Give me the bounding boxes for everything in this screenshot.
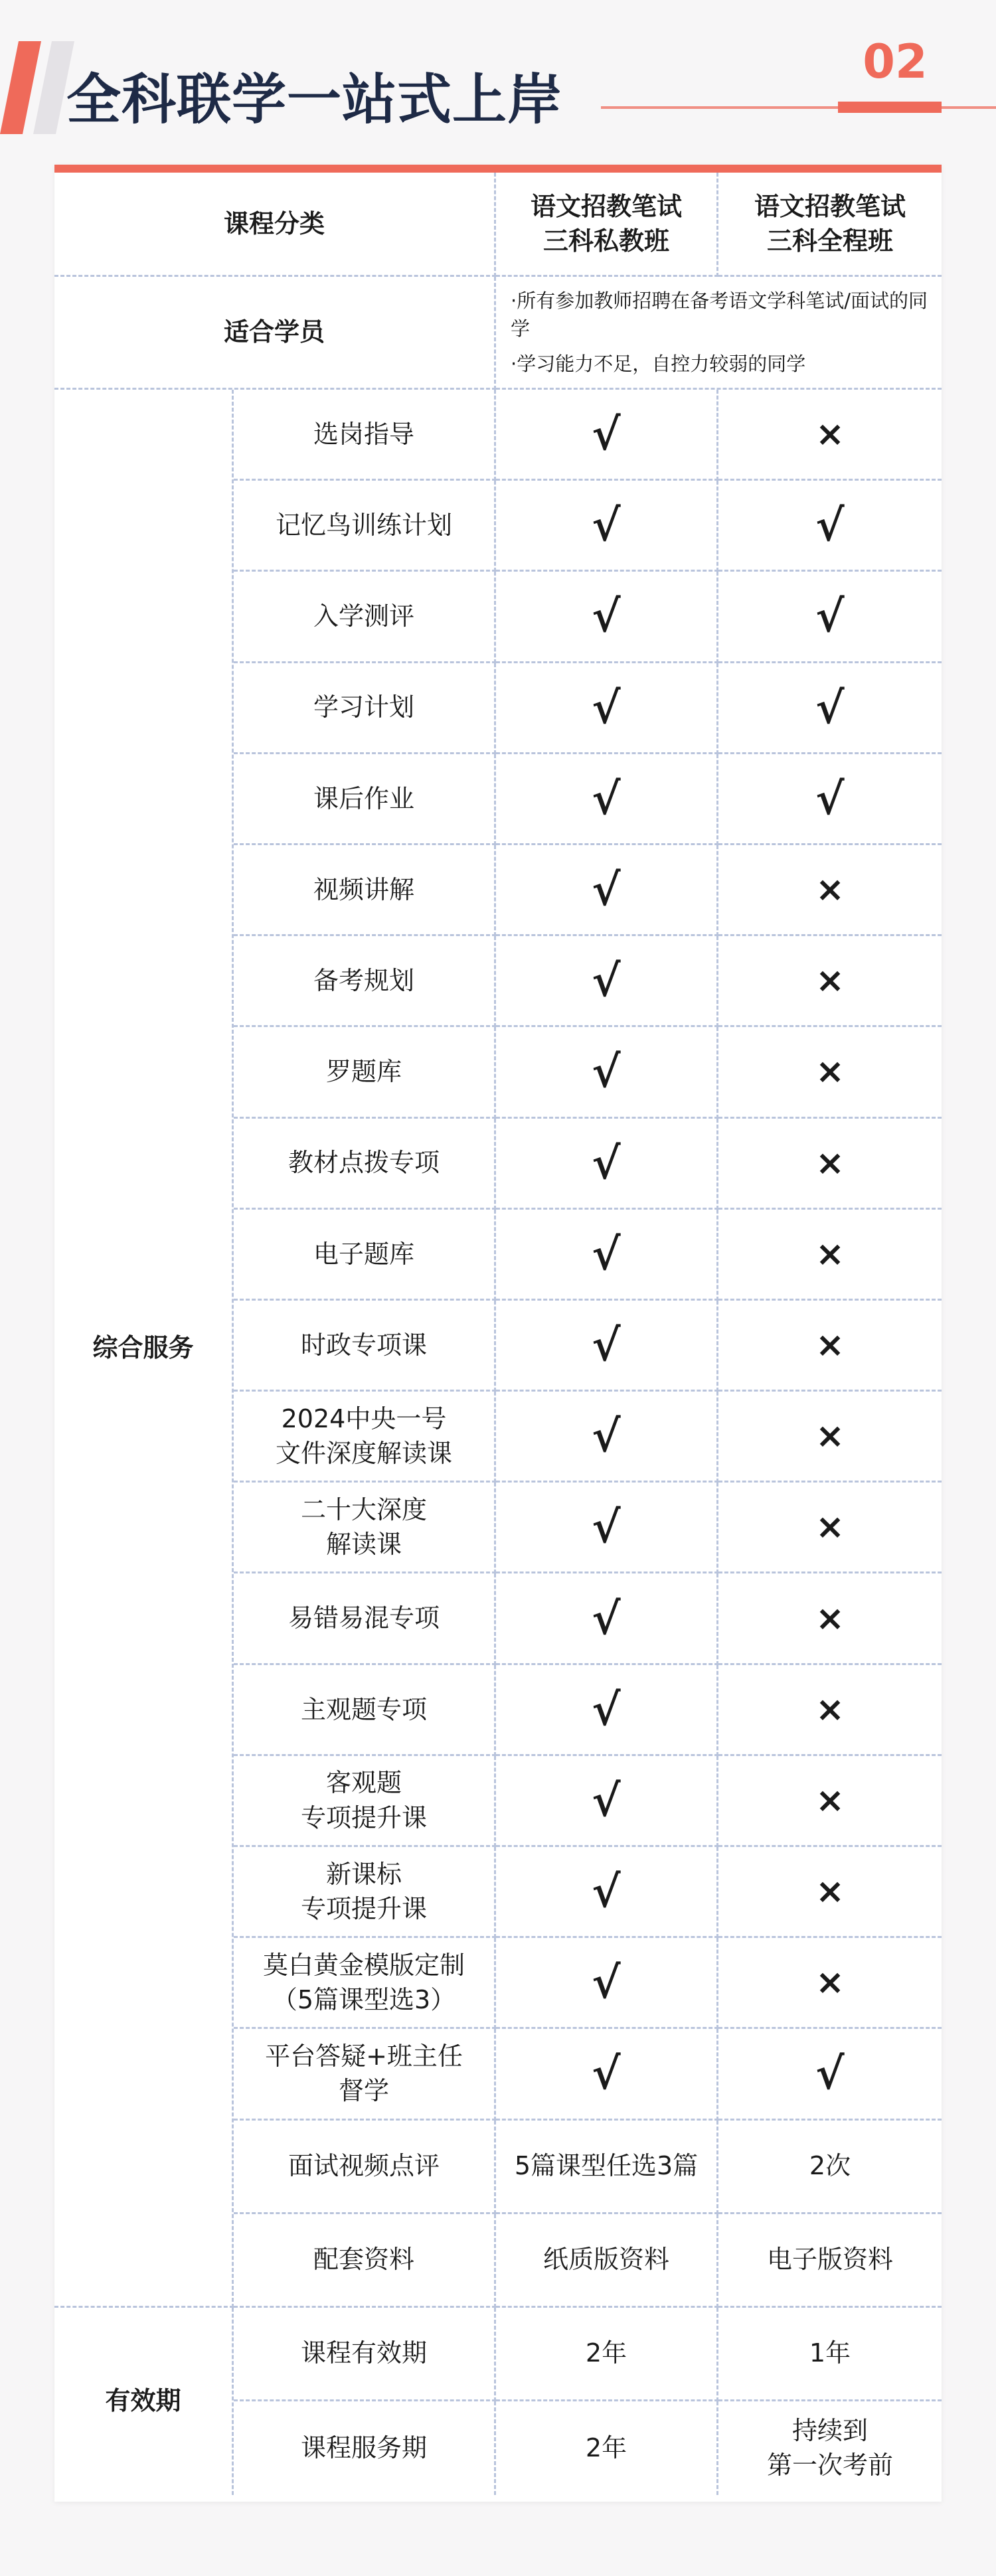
private-class-value	[496, 1756, 718, 1847]
private-class-value: 2年	[496, 2401, 718, 2495]
cross-icon: ×	[815, 961, 845, 1001]
check-icon: √	[592, 1592, 621, 1645]
service-name: 配套资料	[234, 2214, 496, 2308]
service-name: 莫白黄金模版定制 （5篇课型选3）	[234, 1938, 496, 2029]
private-class-value	[496, 1573, 718, 1664]
private-class-value	[496, 1210, 718, 1301]
service-name: 客观题 专项提升课	[234, 1756, 496, 1847]
full-course-value	[718, 1938, 942, 2029]
private-class-value	[496, 845, 718, 936]
service-name: 选岗指导	[234, 390, 496, 481]
cross-icon: ×	[815, 1689, 845, 1730]
check-icon: √	[592, 955, 621, 1007]
check-icon: √	[592, 1137, 621, 1189]
check-icon: √	[592, 499, 621, 552]
full-course-value	[718, 1573, 942, 1664]
check-icon: √	[815, 499, 845, 552]
cross-icon: ×	[815, 1872, 845, 1912]
full-course-value: 电子版资料	[718, 2214, 942, 2308]
cross-icon: ×	[815, 1963, 845, 2003]
full-course-value	[718, 845, 942, 936]
private-class-value	[496, 1483, 718, 1573]
full-course-value	[718, 1392, 942, 1483]
full-course-value	[718, 1301, 942, 1392]
cross-icon: ×	[815, 1780, 845, 1820]
private-class-value	[496, 1119, 718, 1210]
service-name: 视频讲解	[234, 845, 496, 936]
service-name: 易错易混专项	[234, 1573, 496, 1664]
full-course-value: 1年	[718, 2308, 942, 2401]
students-note: ·所有参加教师招聘在备考语文学科笔试/面试的同学	[511, 289, 928, 341]
service-name: 二十大深度 解读课	[234, 1483, 496, 1573]
full-course-value	[718, 663, 942, 754]
comparison-table	[54, 173, 942, 2495]
full-course-value	[718, 1210, 942, 1301]
students-label: 适合学员	[54, 277, 496, 390]
private-class-value: 纸质版资料	[496, 2214, 718, 2308]
service-name: 备考规划	[234, 936, 496, 1027]
check-icon: √	[592, 772, 621, 825]
cross-icon: ×	[815, 870, 845, 910]
cross-icon: ×	[815, 1325, 845, 1365]
service-name: 课程服务期	[234, 2401, 496, 2495]
validity-group-label: 有效期	[54, 2308, 234, 2495]
service-name: 课程有效期	[234, 2308, 496, 2401]
private-class-value	[496, 936, 718, 1027]
full-course-value	[718, 481, 942, 572]
private-class-value	[496, 1392, 718, 1483]
service-name: 时政专项课	[234, 1301, 496, 1392]
private-class-value	[496, 390, 718, 481]
service-name: 主观题专项	[234, 1665, 496, 1756]
service-name: 平台答疑+班主任 督学	[234, 2029, 496, 2120]
full-course-value	[718, 1119, 942, 1210]
check-icon: √	[592, 1683, 621, 1735]
private-class-value	[496, 1301, 718, 1392]
service-name: 记忆鸟训练计划	[234, 481, 496, 572]
private-class-value	[496, 1847, 718, 1938]
service-name: 新课标 专项提升课	[234, 1847, 496, 1938]
service-name: 教材点拨专项	[234, 1119, 496, 1210]
service-group-label: 综合服务	[54, 390, 234, 2308]
full-course-value: 2次	[718, 2121, 942, 2214]
private-class-value: 2年	[496, 2308, 718, 2401]
check-icon: √	[815, 590, 845, 643]
check-icon: √	[592, 408, 621, 461]
service-name: 2024中央一号 文件深度解读课	[234, 1392, 496, 1483]
page-title: 全科联学一站式上岸	[66, 68, 563, 131]
private-class-value	[496, 1665, 718, 1756]
full-course-value	[718, 1847, 942, 1938]
students-note: ·学习能力不足，自控力较弱的同学	[511, 352, 806, 375]
service-name: 入学测评	[234, 572, 496, 663]
check-icon: √	[592, 1774, 621, 1826]
check-icon: √	[592, 1046, 621, 1098]
comparison-table-card	[54, 165, 942, 2502]
cross-icon: ×	[815, 1143, 845, 1183]
check-icon: √	[592, 1501, 621, 1554]
service-name: 课后作业	[234, 754, 496, 845]
full-course-value	[718, 1483, 942, 1573]
check-icon: √	[815, 681, 845, 734]
full-course-value	[718, 1665, 942, 1756]
cross-icon: ×	[815, 1507, 845, 1548]
full-course-value	[718, 1756, 942, 1847]
check-icon: √	[592, 2048, 621, 2100]
check-icon: √	[815, 2048, 845, 2100]
cross-icon: ×	[815, 1598, 845, 1639]
cross-icon: ×	[815, 1234, 845, 1274]
check-icon: √	[592, 1866, 621, 1918]
private-class-value	[496, 754, 718, 845]
private-class-value	[496, 2029, 718, 2120]
service-name: 罗题库	[234, 1027, 496, 1118]
full-course-value	[718, 2029, 942, 2120]
service-name: 面试视频点评	[234, 2121, 496, 2214]
cross-icon: ×	[815, 414, 845, 455]
column-header-private-class: 语文招教笔试 三科私教班	[496, 173, 718, 277]
private-class-value	[496, 572, 718, 663]
students-notes	[496, 277, 942, 390]
column-header-full-course: 语文招教笔试 三科全程班	[718, 173, 942, 277]
check-icon: √	[592, 590, 621, 643]
check-icon: √	[592, 1228, 621, 1280]
private-class-value: 5篇课型任选3篇	[496, 2121, 718, 2214]
check-icon: √	[592, 864, 621, 916]
private-class-value	[496, 663, 718, 754]
page-number: 02	[863, 35, 928, 89]
check-icon: √	[592, 681, 621, 734]
service-name: 学习计划	[234, 663, 496, 754]
service-name: 电子题库	[234, 1210, 496, 1301]
check-icon: √	[815, 772, 845, 825]
private-class-value	[496, 1027, 718, 1118]
header-divider-accent	[838, 102, 942, 113]
check-icon: √	[592, 1319, 621, 1371]
check-icon: √	[592, 1957, 621, 2009]
private-class-value	[496, 481, 718, 572]
full-course-value	[718, 572, 942, 663]
full-course-value	[718, 754, 942, 845]
full-course-value	[718, 1027, 942, 1118]
private-class-value	[496, 1938, 718, 2029]
category-header: 课程分类	[54, 173, 496, 277]
check-icon: √	[592, 1410, 621, 1463]
full-course-value: 持续到 第一次考前	[766, 2415, 893, 2480]
cross-icon: ×	[815, 1052, 845, 1092]
full-course-value	[718, 936, 942, 1027]
full-course-value	[718, 390, 942, 481]
cross-icon: ×	[815, 1416, 845, 1457]
